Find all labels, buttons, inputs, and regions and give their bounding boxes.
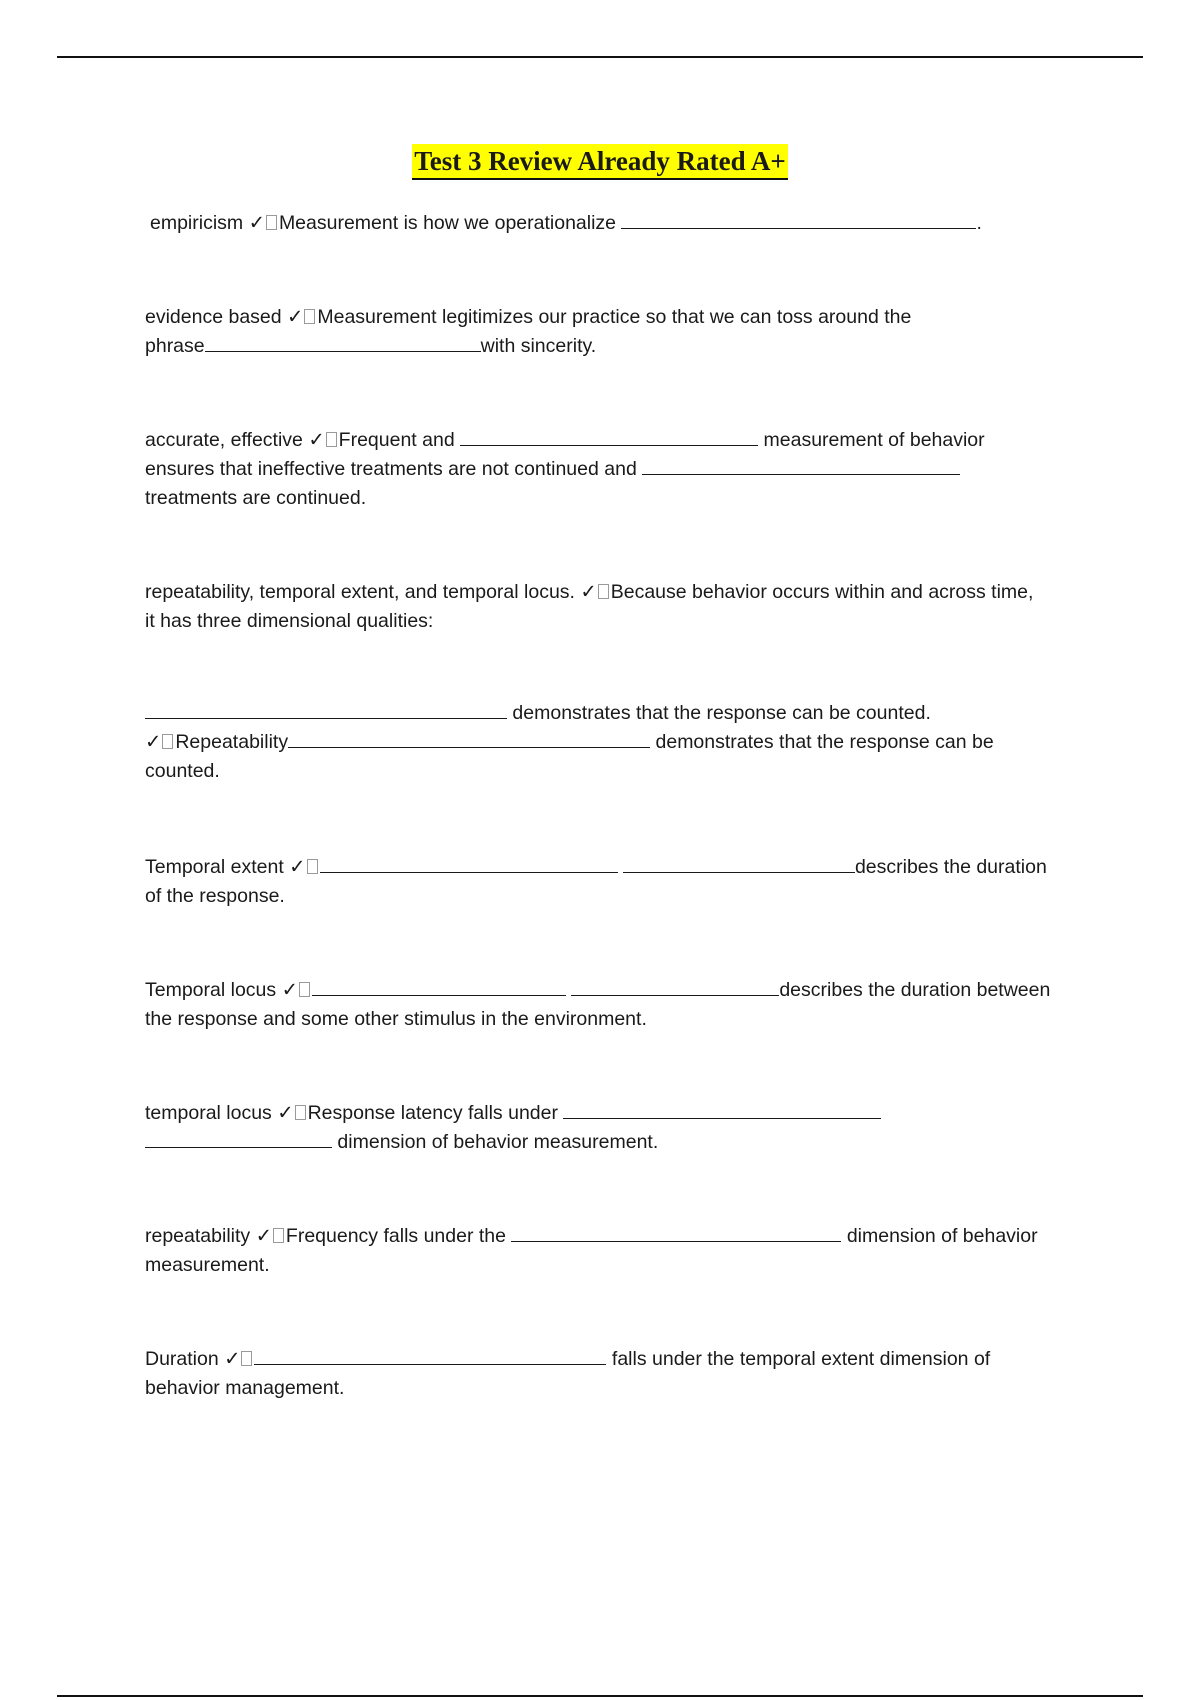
question-text: Measurement legitimizes our practice so that we can toss around the: [317, 306, 912, 328]
footer-rule: [57, 1695, 1143, 1697]
page-title: Test 3 Review Already Rated A+: [412, 144, 788, 180]
check-icon: ✓: [277, 1102, 294, 1124]
question-text: demonstrates that the response can be counted.: [512, 702, 931, 724]
question-text: dimension of behavior: [846, 1225, 1038, 1247]
box-icon: [598, 584, 609, 599]
box-icon: [266, 215, 277, 230]
box-icon: [295, 1105, 306, 1120]
box-icon: [273, 1228, 284, 1243]
answer-text: Temporal locus: [145, 979, 277, 1001]
box-icon: [307, 859, 318, 874]
question-text: Measurement is how we operationalize: [278, 212, 617, 234]
check-icon: ✓: [289, 856, 306, 878]
qa-item-4: [145, 578, 1090, 636]
answer-text: Duration: [145, 1348, 219, 1370]
question-text: demonstrates that the response can be: [655, 731, 994, 753]
question-text: falls under the temporal extent dimension of: [611, 1348, 991, 1370]
answer-blank: [320, 854, 618, 873]
question-text: measurement of behavior: [763, 429, 985, 451]
answer-blank: [145, 700, 507, 719]
answer-text: evidence based: [145, 306, 282, 328]
qa-item-7: [145, 976, 1090, 1034]
check-icon: ✓: [287, 306, 304, 328]
qa-item-10: [145, 1345, 1090, 1403]
question-text: counted.: [145, 760, 220, 782]
answer-text: accurate, effective: [145, 429, 303, 451]
answer-blank: [511, 1223, 841, 1242]
check-icon: ✓: [580, 581, 597, 603]
box-icon: [162, 734, 173, 749]
question-text: describes the duration: [854, 856, 1047, 878]
question-text: .: [976, 212, 982, 234]
answer-blank: [621, 210, 976, 229]
question-text: dimension of behavior measurement.: [337, 1131, 659, 1153]
answer-blank: [571, 977, 779, 996]
box-icon: [326, 432, 337, 447]
qa-item-2: [145, 303, 1090, 361]
question-text: it has three dimensional qualities:: [145, 610, 434, 632]
question-text: phrase: [145, 335, 205, 357]
question-text: measurement.: [145, 1254, 270, 1276]
qa-item-1: [150, 209, 1095, 238]
answer-blank: [642, 456, 960, 475]
answer-blank: [460, 427, 758, 446]
box-icon: [304, 309, 315, 324]
check-icon: ✓: [224, 1348, 241, 1370]
box-icon: [299, 982, 310, 997]
answer-blank: [254, 1346, 606, 1365]
qa-item-6: [145, 853, 1090, 911]
answer-text: repeatability, temporal extent, and temporal locus.: [145, 581, 575, 603]
qa-item-3: [145, 426, 1090, 513]
question-text: treatments are continued.: [145, 487, 367, 509]
qa-item-5: [145, 699, 1090, 786]
question-text: with sincerity.: [480, 335, 597, 357]
answer-text: empiricism: [150, 212, 244, 234]
question-text: the response and some other stimulus in the environment.: [145, 1008, 647, 1030]
answer-text: temporal locus: [145, 1102, 272, 1124]
answer-blank: [623, 854, 855, 873]
check-icon: ✓: [248, 212, 265, 234]
question-text: ensures that ineffective treatments are not continued and: [145, 458, 637, 480]
answer-blank: [563, 1100, 881, 1119]
answer-text: repeatability: [145, 1225, 251, 1247]
qa-item-8: [145, 1099, 1090, 1157]
title-block: [0, 144, 1200, 180]
check-icon: ✓: [145, 731, 162, 753]
check-icon: ✓: [308, 429, 325, 451]
check-icon: ✓: [281, 979, 298, 1001]
header-rule: [57, 56, 1143, 58]
question-text: Frequent and: [338, 429, 455, 451]
question-text: describes the duration between: [779, 979, 1051, 1001]
check-icon: ✓: [255, 1225, 272, 1247]
question-text: Response latency falls under: [307, 1102, 558, 1124]
question-text: Frequency falls under the: [285, 1225, 506, 1247]
question-text: behavior management.: [145, 1377, 345, 1399]
qa-item-9: [145, 1222, 1090, 1280]
question-text: of the response.: [145, 885, 285, 907]
answer-blank: [145, 1129, 332, 1148]
answer-blank: [205, 333, 481, 352]
answer-blank: [288, 729, 650, 748]
answer-text: Temporal extent: [145, 856, 284, 878]
box-icon: [241, 1351, 252, 1366]
answer-blank: [312, 977, 566, 996]
question-text: Because behavior occurs within and across time,: [610, 581, 1034, 603]
answer-text: Repeatability: [175, 731, 289, 753]
